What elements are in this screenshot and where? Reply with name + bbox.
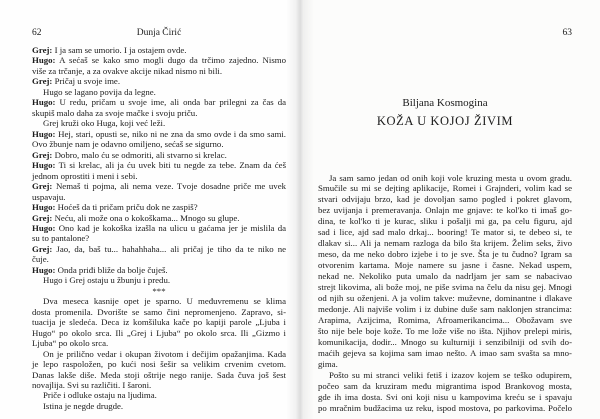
text-line	[32, 202, 286, 212]
text-line: dosta promenila. Dvorište se samo čini nepromenjeno. Zapravo, si-	[32, 306, 286, 317]
speaker-name: Grej:	[32, 181, 53, 192]
text-line	[32, 181, 286, 191]
speaker-name: Grej:	[32, 243, 53, 254]
speaker-name: Hugo:	[32, 55, 56, 66]
line-text: U redu, pričam u svoje ime, ali onda bar prilegni za čas da	[59, 97, 286, 108]
text-line: Dva meseca kasnije opet je sparno. U međuvremenu se klima	[43, 296, 286, 307]
line-text: Jao, da, baš tu... hahahhaha... ali pričaj je tiho da te niko ne	[56, 243, 286, 254]
speaker-name: Grej:	[32, 149, 53, 160]
text-line: Hugo i Grej ostaju u žbunju i predu.	[43, 275, 171, 286]
line-text: Pričaj u svoje ime.	[54, 76, 121, 87]
text-line: po mračnim budžacima uz reku, ispod mostova, po parkovima. Počelo	[318, 402, 572, 413]
text-line: Arapima, Azijcima, Romima, Afroamerikancima... Obožavam sve	[318, 314, 572, 325]
line-text: Dobro, malo ću se odmoriti, ali stvarno si krelac.	[54, 149, 227, 160]
page-number: 62	[32, 28, 42, 38]
text-line: Priče i odluke ostaju na ljudima.	[43, 390, 157, 401]
line-text: Hoćeš da ti pričam priču dok ne zaspiš?	[57, 202, 198, 213]
text-line: medonje. Ali najviše volim i iz dubine duše sam naklonjen strancima:	[318, 303, 572, 314]
text-line: je lepo raspoložen, po kući nosi šešir sa velikim crvenim cvetom.	[32, 359, 286, 370]
text-line: Ljuba“ po okolo srca.	[32, 338, 109, 349]
page-text	[32, 45, 286, 411]
line-text: Neću, ali može ona o kokoškama... Mnogo su glupe.	[54, 212, 240, 223]
speaker-name: Hugo:	[32, 160, 56, 171]
text-line: tuacija je sledeća. Deca iz komšiluka kače po kapiji parole „Ljuba i	[32, 317, 286, 328]
running-head: Dunja Čirić	[136, 28, 182, 38]
text-line: od njih su oženjeni. A ja volim takve: muževne, dominantne i dlakave	[318, 292, 572, 303]
text-line	[32, 213, 286, 223]
text-line: gima.	[318, 358, 338, 369]
story-title: KOŽA U KOJOJ ŽIVIM	[376, 114, 514, 128]
text-line: sad i lice, ajd sad malo drkaj... booring! Te mator si, te debeo si, te	[318, 227, 572, 238]
text-line: jednom oprostiti i meni i sebi.	[32, 170, 138, 181]
text-line	[32, 129, 286, 139]
speaker-name: Hugo:	[32, 264, 56, 275]
text-line	[32, 76, 286, 86]
text-line: stvari odvijaju brzo, kad je dovoljan samo pogled i pokret glavom,	[318, 194, 572, 205]
page-number: 63	[562, 28, 572, 38]
text-line: Pošto su mi stranci veliki fetiš i izazov kojem se teško odupirem,	[329, 369, 572, 380]
text-line: komunikacija, dodir... Mnogo su kulturniji i senzibilniji od svih do-	[318, 336, 572, 347]
speaker-name: Grej:	[32, 45, 53, 55]
text-line: što nije bele boje kože. To me lože više no išta. Njihov prelepi miris,	[318, 325, 572, 336]
right-page	[300, 0, 600, 419]
text-line: skupiš malo daha za svoje mačke i svoju priču.	[32, 107, 198, 118]
line-text: Hej, stari, opusti se, niko ni ne zna da smo ovde i da smo sami.	[58, 128, 286, 139]
text-line	[32, 97, 286, 107]
scene-break: ***	[152, 285, 166, 296]
text-line: bez uvijanja i premeravanja. Onlajn me gnjave: te kol'ko ti imaš go-	[318, 205, 572, 216]
text-line: dlakav si... Ali ja nemam razloga da bilo šta krijem. Želim seks, živo	[318, 238, 572, 249]
text-line	[32, 55, 286, 65]
speaker-name: Grej:	[32, 76, 53, 87]
text-line: više za trčanje, a za ovakve akcije nikad nismo ni bili.	[32, 65, 223, 76]
text-line: su to pantalone?	[32, 233, 90, 244]
text-line	[32, 223, 286, 233]
speaker-name: Hugo:	[32, 202, 56, 213]
speaker-name: Grej:	[32, 212, 53, 223]
text-line	[32, 150, 286, 160]
text-line: čuje.	[32, 254, 49, 265]
text-line: Smučile su mi se dejting aplikacije, Romei i Grajnderi, volim kad se	[318, 183, 572, 194]
text-line: Hugo“ po okolo srca. Ili „Grej i Ljuba“ po okolo srca. Ili „Gizmo i	[32, 327, 286, 338]
line-text: A sećaš se kako smo mogli dugo da trčimo zajedno. Nismo	[59, 55, 286, 66]
text-line: Ovo žbunje nam je odavno omiljeno, sećaš se sigurno.	[32, 139, 224, 150]
text-line	[32, 265, 286, 275]
text-line: počeo sam da kruziram među migrantima ispod Brankovog mosta,	[318, 380, 572, 391]
text-line: Istina je negde drugde.	[43, 400, 124, 411]
text-line: Grej kruži oko Huga, koji već leži.	[43, 118, 166, 129]
text-line	[32, 45, 286, 55]
line-text: I ja sam se umorio. I ja ostajem ovde.	[54, 45, 187, 55]
text-line: maćih gejeva sa kojima sam imao nešto. A imao sam svašta sa mno-	[318, 347, 572, 358]
line-text: Onda priđi bliže da bolje čuješ.	[57, 264, 168, 275]
text-line: otvorenim kartama. Moje namere su jasne i časne. Nekad uspem,	[318, 260, 572, 271]
page-text	[318, 173, 572, 414]
author-name: Biljana Kosmogina	[402, 97, 488, 109]
line-text: Nemaš ti pojma, ali nema veze. Tvoje dosadne priče me uvek	[55, 181, 287, 192]
text-line: dina, te kol'ko ti je kurac, sliku i pošalji mi ga, pa celu figuru, ajd	[318, 216, 572, 227]
text-line: strejt likovima, ali bože moj, ne piše svima na čelu da nisu gej. Mnogi	[318, 282, 572, 293]
line-text: Ti si krelac, ali ja ću uvek biti tu negde za tebe. Znam da ćeš	[58, 160, 286, 171]
text-line: nekad ne. Nekoliko puta umalo da nadrljam jer sam se nabacivao	[318, 271, 572, 282]
text-line: Danas lakše diše. Meda stoji oštrije nego ranije. Sada čuva još šest	[32, 369, 286, 380]
speaker-name: Hugo:	[32, 97, 56, 108]
text-line: Hugo se lagano povija da legne.	[43, 86, 156, 97]
text-line: novajlija. Svi su različiti. I šaroni.	[32, 380, 152, 390]
text-line: meso, da me neko dobro izjebe i to je sve. Šta je tu čudno? Igram sa	[318, 249, 572, 260]
text-line: gde ih ima dosta. Svi oni koji nisu u kampovima kreću se i spavaju	[318, 391, 572, 402]
speaker-name: Hugo:	[32, 128, 56, 139]
text-line	[32, 244, 286, 254]
speaker-name: Hugo:	[32, 222, 56, 233]
text-line: uspavaju.	[32, 191, 66, 202]
text-line: On je prilično vedar i okupan životom i dečijim opažanjima. Kada	[43, 348, 286, 359]
text-line	[32, 160, 286, 170]
text-line: Ja sam samo jedan od onih koji vole kruzing mesta u ovom gradu.	[329, 172, 572, 183]
line-text: Ono kad je kokoška izašla na ulicu u gaćama jer je mislila da	[58, 222, 286, 233]
